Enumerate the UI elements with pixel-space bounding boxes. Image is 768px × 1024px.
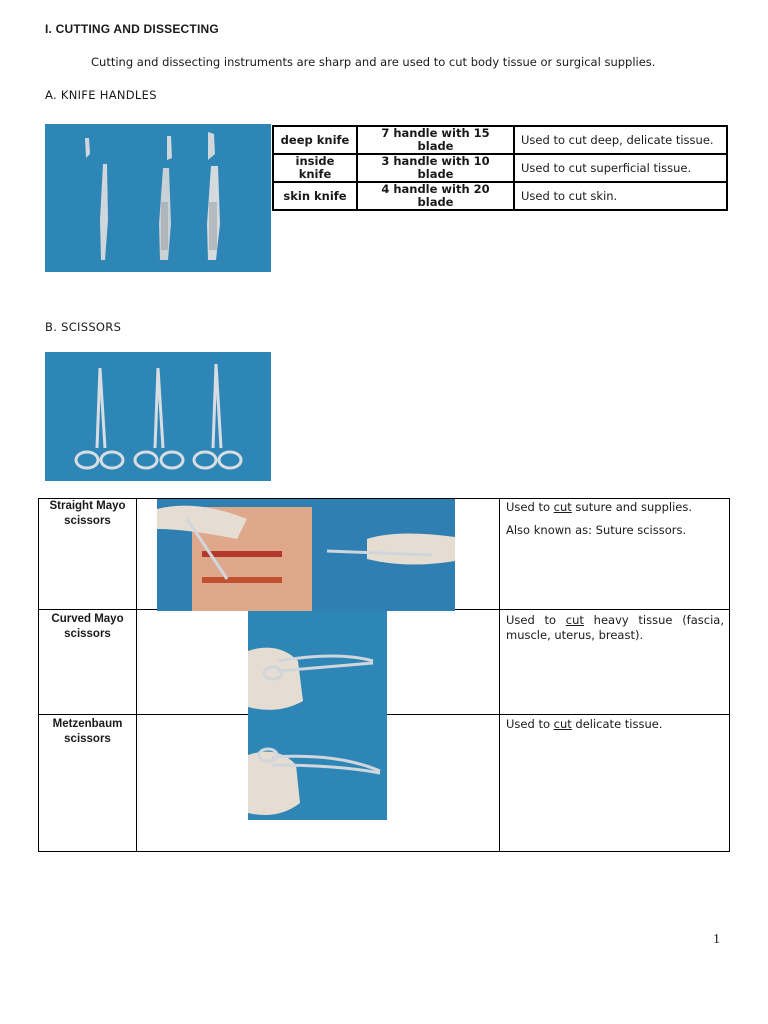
scissors-name: Straight Mayo scissors xyxy=(49,500,126,527)
knife-use: Used to cut deep, delicate tissue. xyxy=(514,126,727,154)
knife-handles-photo xyxy=(45,124,271,272)
section-heading: I. CUTTING AND DISSECTING xyxy=(45,22,219,36)
knife-handle-spec: 7 handle with 15 blade xyxy=(357,126,514,154)
scissors-name: Curved Mayo scissors xyxy=(51,613,124,640)
scissors-description: Used to cut suture and supplies. Also known as: Suture scissors. xyxy=(506,500,692,537)
knife-use: Used to cut superficial tissue. xyxy=(514,154,727,182)
metzenbaum-photo xyxy=(248,715,387,820)
knife-name: deep knife xyxy=(273,126,357,154)
scissors-table xyxy=(38,498,730,852)
curved-mayo-photo xyxy=(248,611,387,715)
scissors-description: Used to cut delicate tissue. xyxy=(506,717,663,731)
knife-handles-title: A. KNIFE HANDLES xyxy=(45,88,157,102)
straight-mayo-photo xyxy=(157,499,455,611)
table-row xyxy=(273,154,727,182)
table-row xyxy=(273,182,727,210)
scissors-description: Used to cut heavy tissue (fascia, muscle, uterus, breast). xyxy=(506,613,724,642)
knife-use: Used to cut skin. xyxy=(514,182,727,210)
knife-handle-spec: 4 handle with 20 blade xyxy=(357,182,514,210)
knife-handles-table xyxy=(272,125,728,211)
knife-name: skin knife xyxy=(273,182,357,210)
page-number: 1 xyxy=(713,932,720,947)
scissors-name: Metzenbaum scissors xyxy=(52,718,123,745)
scissors-title: B. SCISSORS xyxy=(45,320,122,334)
knife-handle-spec: 3 handle with 10 blade xyxy=(357,154,514,182)
knife-name: inside knife xyxy=(273,154,357,182)
table-row xyxy=(273,126,727,154)
scissors-photo xyxy=(45,352,271,481)
section-intro: Cutting and dissecting instruments are sharp and are used to cut body tissue or surgical supplies. xyxy=(91,55,656,69)
